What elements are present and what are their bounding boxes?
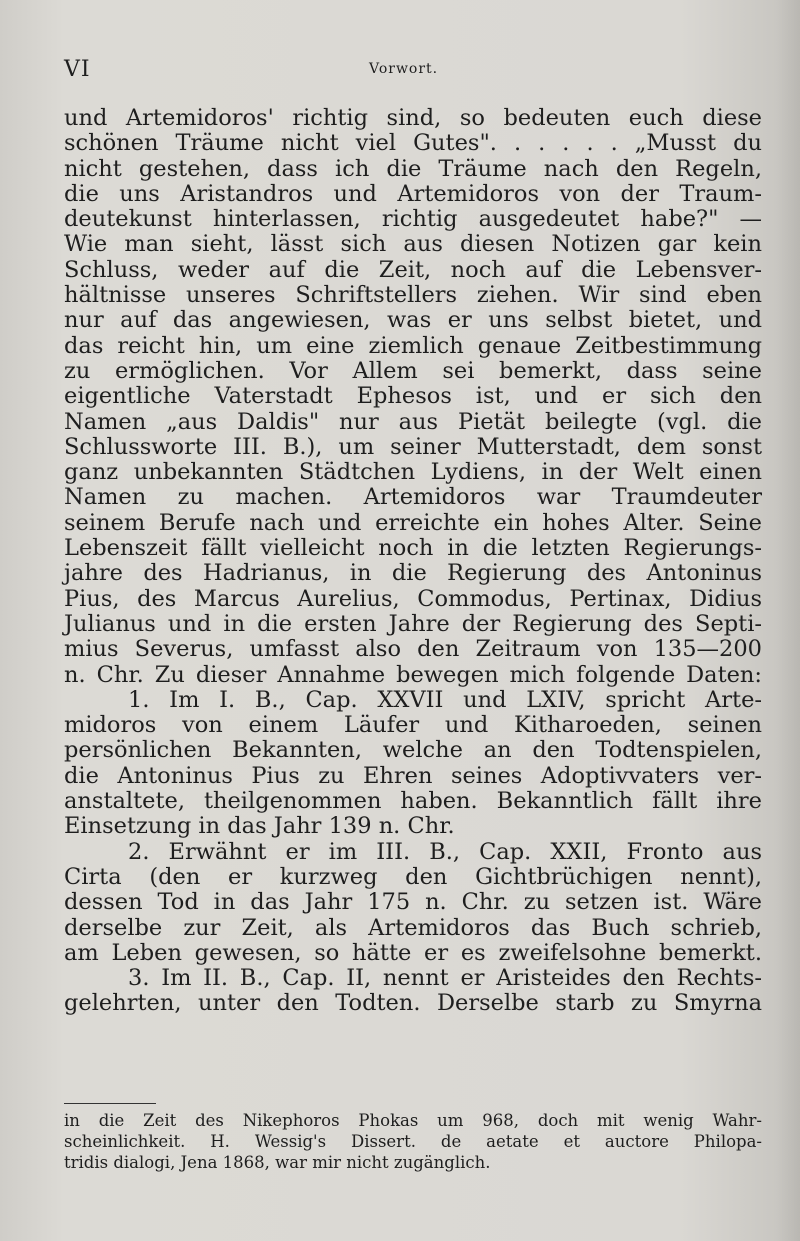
body-line: Julianus und in die ersten Jahre der Regierung des Septi- <box>64 610 762 637</box>
body-line: am Leben gewesen, so hätte er es zweifelsohne bemerkt. <box>64 939 762 966</box>
footnote-line: in die Zeit des Nikephoros Phokas um 968, doch mit wenig Wahr- <box>64 1111 762 1130</box>
body-line: Einsetzung in das Jahr 139 n. Chr. <box>64 813 455 840</box>
body-line: 1. Im I. B., Cap. XXVII und LXIV, spricht Arte- <box>128 686 762 713</box>
page-number: VI <box>64 57 91 82</box>
body-line: Schlussworte III. B.), um seiner Mutterstadt, dem sonst <box>64 433 762 460</box>
body-line: seinem Berufe nach und erreichte ein hohes Alter. Seine <box>64 509 762 536</box>
body-line: Schluss, weder auf die Zeit, noch auf die Lebensver- <box>64 256 762 283</box>
body-line: jahre des Hadrianus, in die Regierung des Antoninus <box>64 560 762 587</box>
body-line: n. Chr. Zu dieser Annahme bewegen mich folgende Daten: <box>64 661 762 688</box>
body-line: zu ermöglichen. Vor Allem sei bemerkt, dass seine <box>64 357 762 384</box>
body-line: Wie man sieht, lässt sich aus diesen Notizen gar kein <box>64 231 762 258</box>
body-line: persönlichen Bekannten, welche an den Todtenspielen, <box>64 737 762 764</box>
running-head: Vorwort. <box>369 61 439 77</box>
page-header <box>64 55 760 85</box>
body-line: Namen zu machen. Artemidoros war Traumdeuter <box>64 484 762 511</box>
body-line: 2. Erwähnt er im III. B., Cap. XXII, Fronto aus <box>128 838 762 865</box>
body-line: mius Severus, umfasst also den Zeitraum von 135—200 <box>64 636 762 663</box>
body-line: hältnisse unseres Schriftstellers ziehen. Wir sind eben <box>64 282 762 309</box>
body-line: Namen „aus Daldis" nur aus Pietät beilegte (vgl. die <box>64 408 762 435</box>
body-line: 3. Im II. B., Cap. II, nennt er Aristeides den Rechts- <box>128 965 762 992</box>
body-line: ganz unbekannten Städtchen Lydiens, in der Welt einen <box>64 459 762 486</box>
body-line: anstaltete, theilgenommen haben. Bekanntlich fällt ihre <box>64 788 762 815</box>
body-line: und Artemidoros' richtig sind, so bedeuten euch diese <box>64 105 762 131</box>
body-line: gelehrten, unter den Todten. Derselbe starb zu Smyrna <box>64 990 762 1017</box>
body-line: das reicht hin, um eine ziemlich genaue Zeitbestimmung <box>64 332 762 359</box>
body-line: schönen Träume nicht viel Gutes". . . . . . „Musst du <box>64 130 762 157</box>
body-line: Lebenszeit fällt vielleicht noch in die letzten Regierungs- <box>64 535 762 562</box>
footnote-line: scheinlichkeit. H. Wessig's Dissert. de aetate et auctore Philopa- <box>64 1132 762 1151</box>
body-text <box>64 106 762 1017</box>
footnote <box>64 1110 762 1173</box>
body-line: nicht gestehen, dass ich die Träume nach den Regeln, <box>64 155 762 182</box>
body-line: die Antoninus Pius zu Ehren seines Adoptivvaters ver- <box>64 762 762 789</box>
body-line: die uns Aristandros und Artemidoros von der Traum- <box>64 180 762 207</box>
body-line: derselbe zur Zeit, als Artemidoros das Buch schrieb, <box>64 914 762 941</box>
body-line: Pius, des Marcus Aurelius, Commodus, Pertinax, Didius <box>64 585 762 612</box>
body-line: deutekunst hinterlassen, richtig ausgedeutet habe?" — <box>64 206 762 233</box>
footnote-line: tridis dialogi, Jena 1868, war mir nicht zugänglich. <box>64 1153 491 1172</box>
body-line: dessen Tod in das Jahr 175 n. Chr. zu setzen ist. Wäre <box>64 889 762 916</box>
footnote-rule <box>64 1103 156 1104</box>
body-line: eigentliche Vaterstadt Ephesos ist, und er sich den <box>64 383 762 410</box>
body-line: Cirta (den er kurzweg den Gichtbrüchigen nennt), <box>64 863 762 890</box>
body-line: nur auf das angewiesen, was er uns selbst bietet, und <box>64 307 762 334</box>
body-line: midoros von einem Läufer und Kitharoeden, seinen <box>64 712 762 739</box>
